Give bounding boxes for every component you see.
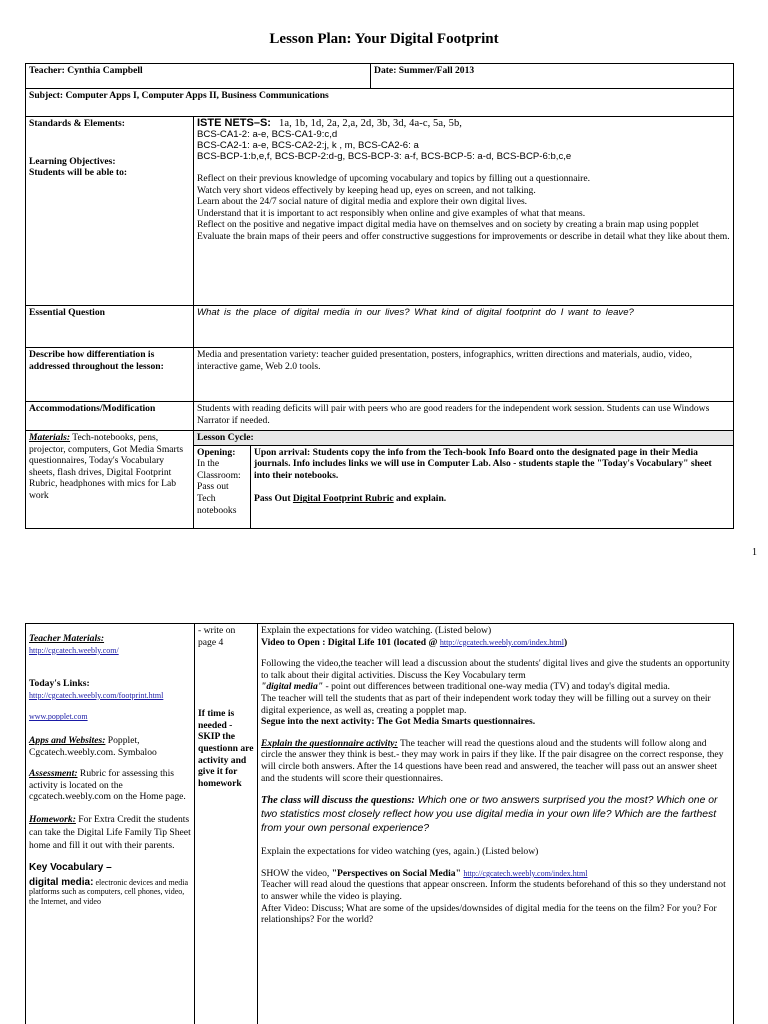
- arrival-text: Upon arrival: Students copy the info from the Tech-book Info Board onto the designated page in their Media journals. Info includes links we will use in Computer Lab. Also - students staple the "Today's Vocabulary" sheet into their notebooks.: [254, 446, 712, 481]
- vocab-definition: electronic devices and media platforms such as computers, cell phones, video, the Internet, and video: [29, 877, 189, 906]
- subject-line: Subject: Computer Apps I, Computer Apps II, Business Communications: [26, 89, 734, 117]
- footprint-link[interactable]: http://cgcatech.weebly.com/footprint.html: [29, 690, 164, 700]
- after-video-text: After Video: Discuss; What are some of the upsides/downsides of digital media for the teens on the film? For you? For relationships? For the world?: [261, 902, 717, 926]
- objective: Understand that it is important to act responsibly when online and give examples of what that means.: [197, 207, 586, 219]
- expectations-1: Explain the expectations for video watching. (Listed below): [261, 625, 492, 636]
- digital-media-explanation: - point out differences between traditional one-way media (TV) and today's digital media.: [323, 681, 670, 693]
- objective: Learn about the 24/7 social nature of digital media and explore their own digital lives.: [197, 196, 528, 208]
- objective: Evaluate the brain maps of their peers and offer constructive suggestions for improvements or describe in detail what they like about them.: [197, 230, 730, 242]
- discuss-label: The class will discuss the questions:: [261, 795, 415, 807]
- differentiation-text: Media and presentation variety: teacher guided presentation, posters, infographics, written directions and materials, audio, video, interactive game, Web 2.0 tools.: [194, 348, 734, 402]
- iste-codes: 1a, 1b, 1d, 2a, 2,a, 2d, 3b, 3d, 4a-c, 5a, 5b,: [278, 118, 463, 129]
- teacher-tell-text: The teacher will tell the students that as part of their independent work today they will be filling out a survey on their digital experience, as well as, creating a popplet map.: [261, 692, 711, 716]
- lesson-date: Date: Summer/Fall 2013: [371, 64, 734, 89]
- materials-text: Tech-notebooks, pens, projector, computers, Got Media Smarts questionnaires, Today's Vocabulary sheets, flash drives, Digital Footprint Rubric, headphones with mics for Lab work: [29, 432, 184, 501]
- objective: Reflect on the positive and negative impact digital media have on themselves and on society by creating a brain map using popplet: [197, 219, 699, 231]
- bcs-bcp: BCS-BCP-1:b,e,f, BCS-BCP-2:d-g, BCS-BCP-3: a-f, BCS-BCP-5: a-d, BCS-BCP-6:b,c,e: [197, 151, 572, 162]
- rubric-link[interactable]: Digital Footprint Rubric: [292, 493, 394, 505]
- bcs-ca1: BCS-CA1-2: a-e, BCS-CA1-9:c,d: [197, 129, 338, 140]
- opening-text: In the Classroom: Pass out Tech notebooks: [197, 458, 241, 516]
- objectives-label: Learning Objectives:: [29, 155, 116, 167]
- page-number: 1: [752, 547, 757, 558]
- show-video-link[interactable]: http://cgcatech.weebly.com/index.html: [463, 868, 588, 878]
- procedure-cell: Explain the expectations for video watching. (Listed below) Video to Open : Digital Life 101 (located @ http://cgcatech.weebly.com/index.html) Following the video,the teacher will lead a discussion about the students' digital lives and give the students an opportunity to talk about their digital activities. Discuss the Key Vocabulary term "digital media" - point out differences between traditional one-way media (TV) and today's digital media. The teacher will tell the students that as part of their independent work today they will be filling out a survey on their digital experience, as well as, creating a popplet map. Segue into the next activity: The Got Media Smarts questionnaires. Explain the questionnaire activity: The teacher will read the questions aloud and the students will follow along and circle the answer they think is best.- they may work in pairs if they like. If the pair disagree on the correct response, they will circle both answers. After the 14 questions have been read and answered, the teacher will pass out an answer sheet and the students will score their questionnaires. The class will discuss the questions: Which one or two answers surprised you the most? Which one or two statistics most closely reflect how you use digital media in your own life? Which are the farthest from your own personal experience? Explain the expectations for video watching (yes, again.) (Listed below) SHOW the video, "Perspectives on Social Media" http://cgcatech.weebly.com/index.html Teacher will read aloud the questions that appear onscreen. Inform the students beforehand of this so they understand not to answer while the video is playing. After Video: Discuss; What are some of the upsides/downsides of digital media for the teens on the film? For you? For relationships? For the world?: [258, 624, 734, 1024]
- following-text: Following the video,the teacher will lead a discussion about the students' digital lives and give the students an opportunity to talk about their digital activities. Discuss the Key Vocabulary term: [261, 658, 730, 681]
- apps-text: Popplet, Cgcatech.weebly.com. Symbaloo: [29, 734, 157, 758]
- opening-cell: [194, 445, 251, 528]
- standards-label-cell: [26, 117, 194, 306]
- lesson-plan-table-continued: [25, 623, 734, 1024]
- vocab-term: digital media:: [29, 876, 94, 888]
- read-aloud-text: Teacher will read aloud the questions that appear onscreen. Inform the students beforehand of this so they understand not to answer while the video is playing.: [261, 879, 726, 902]
- accommodations-text: Students with reading deficits will pair with peers who are good readers for the independent work session. Students can use Windows Narrator if needed.: [194, 402, 734, 431]
- teacher-materials-label: Teacher Materials:: [29, 633, 105, 644]
- objectives-sublabel: Students will be able to:: [29, 167, 128, 179]
- materials-label: Materials:: [29, 432, 71, 443]
- explain-questionnaire-label: Explain the questionnaire activity:: [261, 737, 398, 749]
- essential-question: What is the place of digital media in our lives? What kind of digital footprint do I want to leave?: [194, 306, 734, 348]
- assessment-label: Assessment:: [29, 768, 78, 780]
- lesson-plan-table: [25, 63, 734, 529]
- skip-note: If time is needed - SKIP the questionn are activity and give it for homework: [198, 708, 254, 789]
- homework-label: Homework:: [29, 813, 76, 825]
- discuss-text: Which one or two answers surprised you the most? Which one or two statistics most closely reflect how you use digital media in your own life? Which are the farthest from your own personal experience?: [261, 795, 718, 835]
- video-open-label: Video to Open : Digital Life 101 (located @: [261, 636, 440, 648]
- digital-media-term: "digital media": [261, 681, 324, 693]
- page-2: [0, 618, 768, 1024]
- pass-out-rubric: Pass Out Digital Footprint Rubric and explain.: [254, 493, 447, 505]
- materials-links-cell: [26, 624, 195, 1024]
- video-open-link[interactable]: http://cgcatech.weebly.com/index.html: [439, 637, 564, 647]
- explain-questionnaire-text: The teacher will read the questions aloud and the students will follow along and circle the answer they think is best.- they may work in pairs if they like. If the pair disagree on the correct response, they will circle both answers. After the 14 questions have been read and answered, the teacher will pass out an answer sheet and the students will score their questionnaires.: [261, 737, 724, 784]
- standards-label: Standards & Elements:: [29, 118, 125, 129]
- accommodations-label: Accommodations/Modification: [26, 402, 194, 431]
- iste-label: ISTE NETS–S:: [197, 117, 271, 129]
- homework-text: For Extra Credit the students can take the Digital Life Family Tip Sheet home and fill it out with their parents.: [29, 813, 191, 851]
- document-title: Lesson Plan: Your Digital Footprint: [269, 31, 499, 47]
- differentiation-label: Describe how differentiation is addressed throughout the lesson:: [26, 348, 194, 402]
- arrival-cell: [251, 445, 734, 528]
- teacher-name: Teacher: Cynthia Campbell: [26, 64, 371, 89]
- teacher-materials-link[interactable]: http://cgcatech.weebly.com/: [29, 645, 119, 655]
- vocab-label: Key Vocabulary –: [29, 861, 112, 873]
- materials-cell: [26, 431, 194, 529]
- segue-text: Segue into the next activity: The Got Media Smarts questionnaires.: [261, 716, 536, 728]
- opening-label: Opening:: [197, 446, 236, 458]
- page-gap: [0, 590, 768, 618]
- objective: Reflect on their previous knowledge of upcoming vocabulary and topics by filling out a questionnaire.: [197, 173, 590, 184]
- todays-links-label: Today's Links:: [29, 678, 90, 690]
- expectations-2: Explain the expectations for video watching (yes, again.) (Listed below): [261, 846, 539, 858]
- timing-cell: [195, 624, 258, 1024]
- show-video-title: "Perspectives on Social Media": [331, 867, 461, 879]
- write-on-note: - write on page 4: [198, 625, 236, 648]
- popplet-link[interactable]: www.popplet.com: [29, 712, 88, 722]
- assessment-text: Rubric for assessing this activity is located on the cgcatech.weebly.com on the Home page.: [29, 768, 186, 803]
- standards-content: [194, 117, 734, 306]
- lesson-cycle-label: Lesson Cycle:: [194, 431, 734, 446]
- essential-question-label: Essential Question: [26, 306, 194, 348]
- apps-label: Apps and Websites:: [29, 734, 106, 746]
- bcs-ca2: BCS-CA2-1: a-e, BCS-CA2-2:j, k , m, BCS-CA2-6: a: [197, 140, 419, 151]
- objective: Watch very short videos effectively by keeping head up, eyes on screen, and not talking.: [197, 184, 536, 196]
